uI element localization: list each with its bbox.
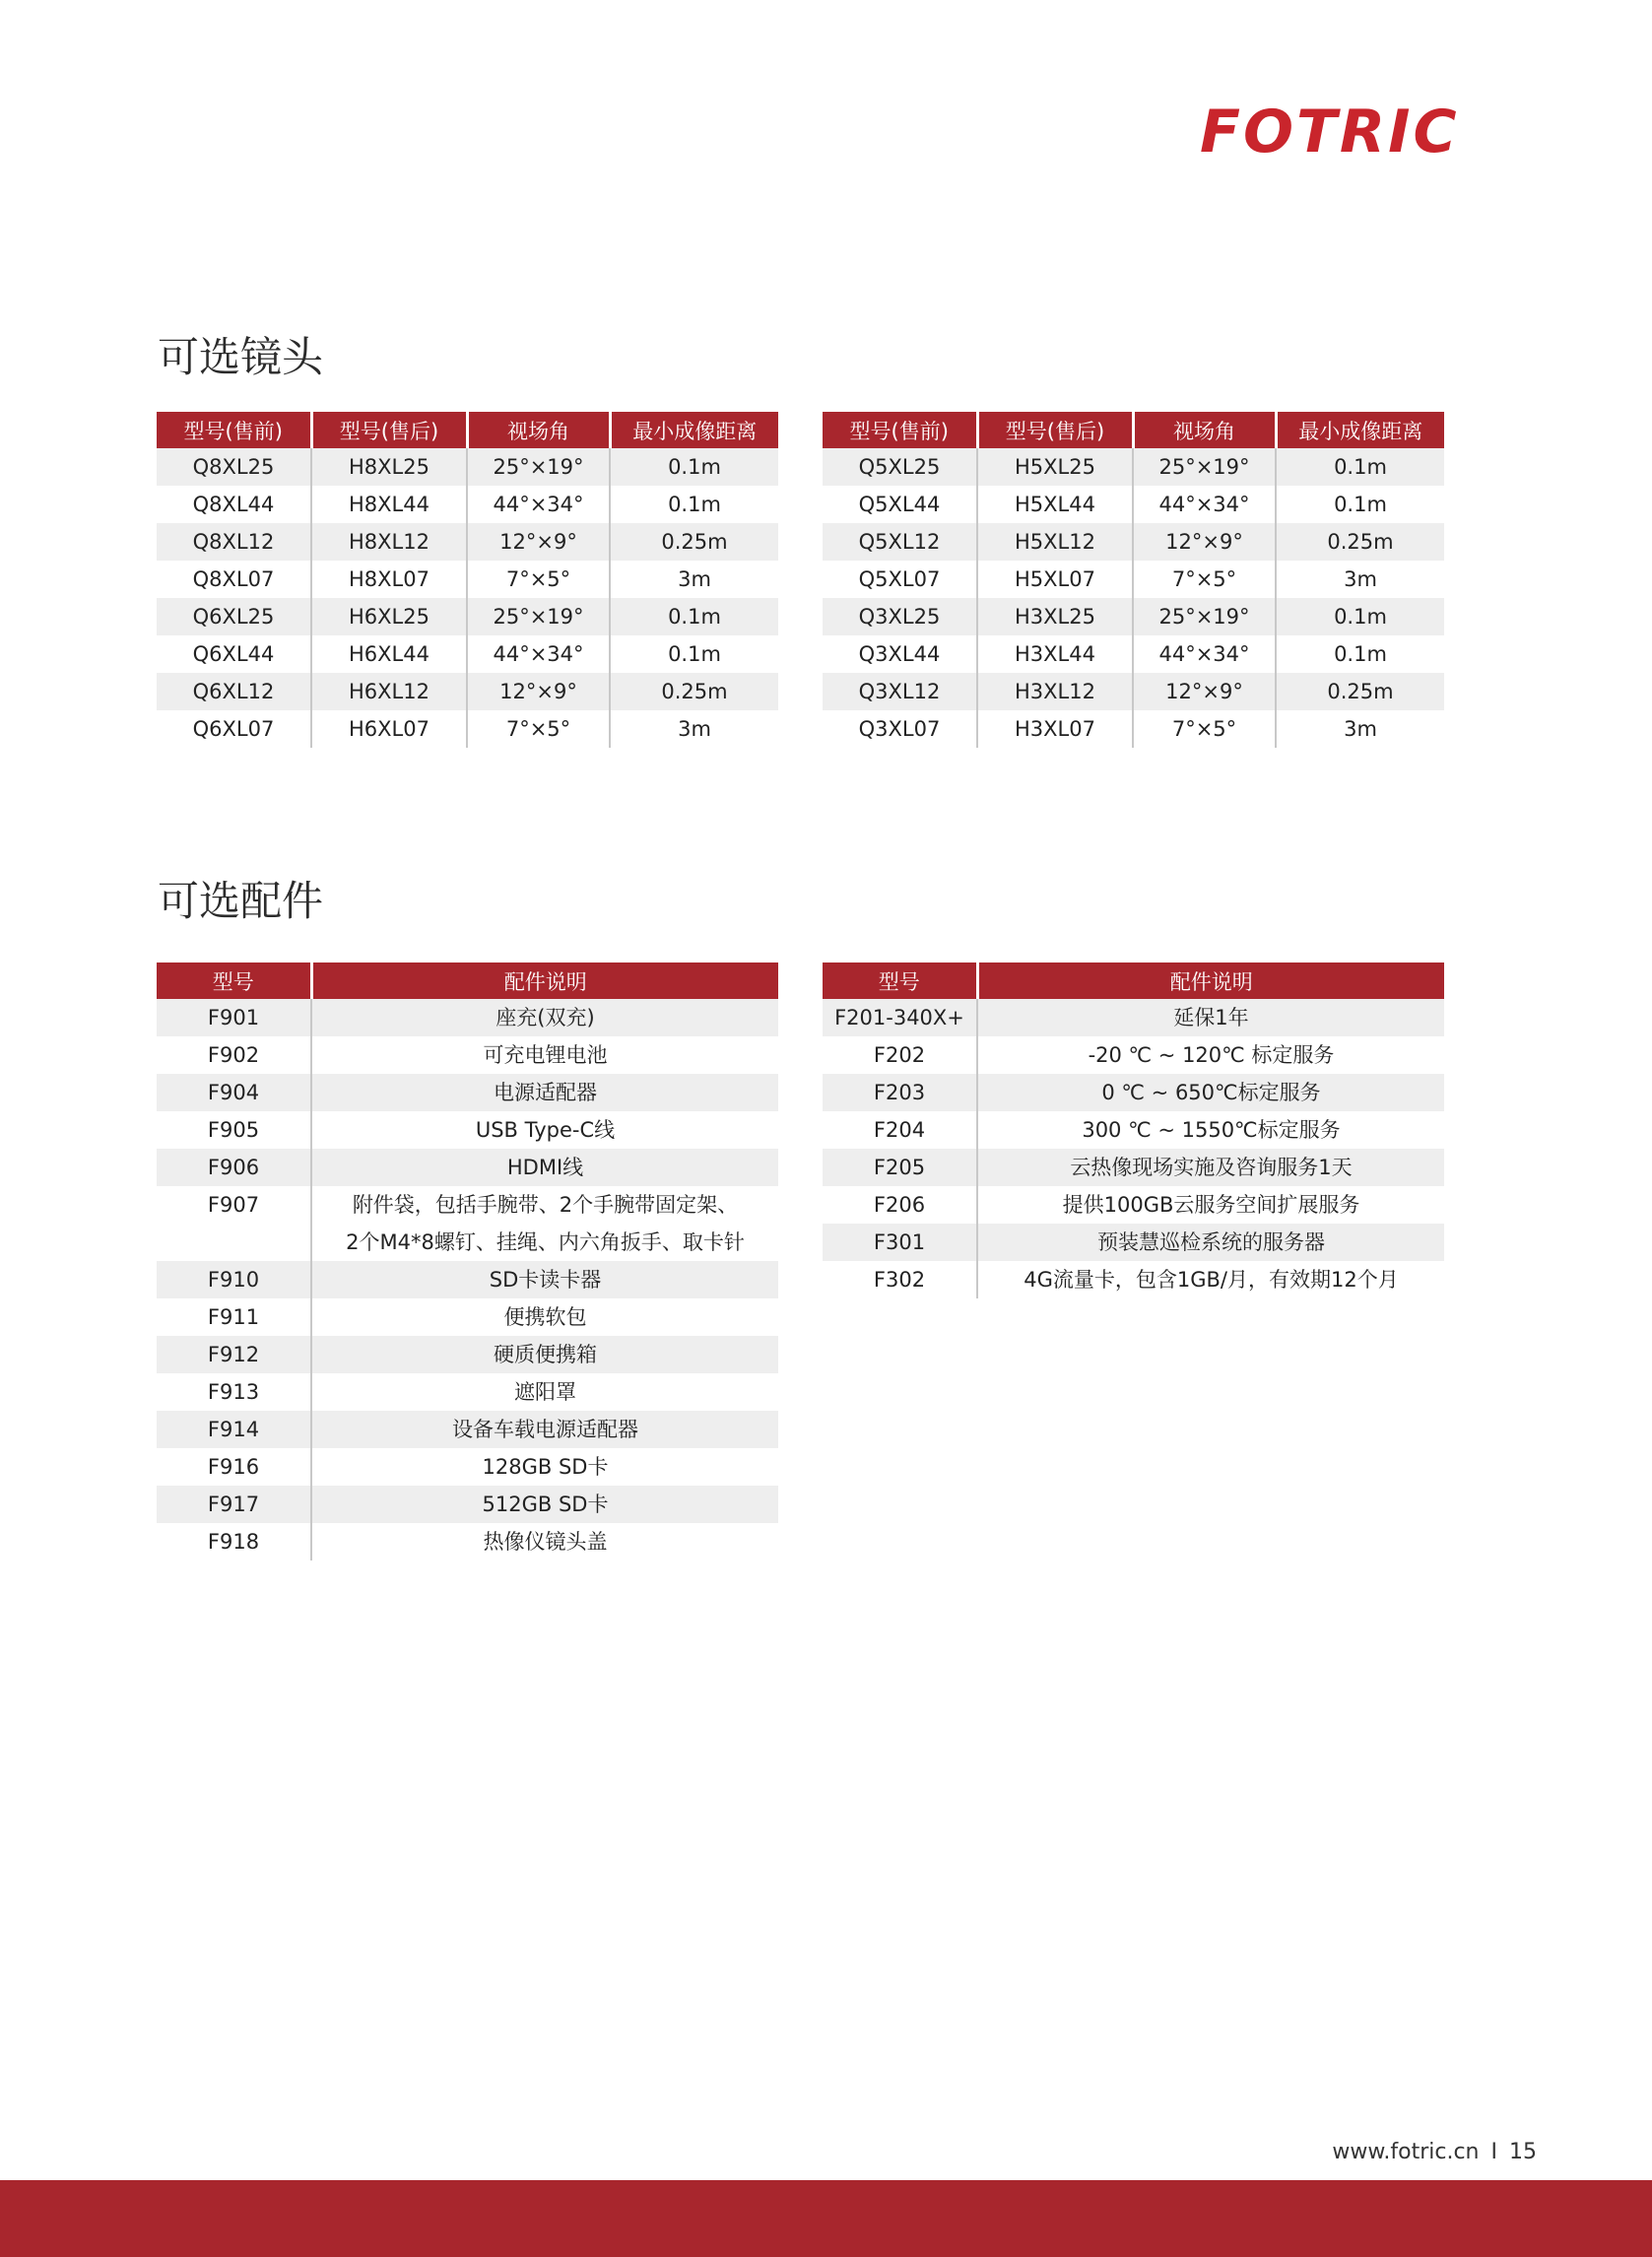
lens-cell: 0.1m — [610, 486, 778, 523]
table-row — [823, 1111, 1444, 1149]
lens-cell: 25°×19° — [1133, 598, 1276, 635]
accessory-cell: 提供100GB云服务空间扩展服务 — [977, 1186, 1444, 1224]
table-row — [823, 710, 1444, 748]
accessory-cell: F205 — [823, 1149, 977, 1186]
lens-cell: 0.25m — [1276, 523, 1444, 561]
table-row — [157, 1036, 778, 1074]
table-row — [157, 635, 778, 673]
accessory-cell: SD卡读卡器 — [311, 1261, 778, 1298]
page-number: 15 — [1509, 2140, 1537, 2164]
accessory-table-left — [157, 963, 778, 1560]
accessory-cell: HDMI线 — [311, 1149, 778, 1186]
lens-cell: 7°×5° — [467, 561, 610, 598]
table-row — [823, 561, 1444, 598]
accessory-cell: 硬质便携箱 — [311, 1336, 778, 1373]
table-row — [823, 999, 1444, 1036]
lens-cell: H3XL07 — [977, 710, 1133, 748]
lens-cell: Q3XL44 — [823, 635, 977, 673]
lens-cell: 7°×5° — [467, 710, 610, 748]
table-row — [823, 1186, 1444, 1224]
lens-cell: 0.1m — [1276, 598, 1444, 635]
lens-cell: Q8XL44 — [157, 486, 311, 523]
table-row — [823, 448, 1444, 486]
table-row — [823, 598, 1444, 635]
accessory-cell: 128GB SD卡 — [311, 1448, 778, 1486]
lens-cell: H3XL44 — [977, 635, 1133, 673]
table-row — [157, 673, 778, 710]
fotric-logo: FOTRIC — [1200, 98, 1460, 166]
lens-cell: Q6XL44 — [157, 635, 311, 673]
accessory-table-header — [157, 963, 778, 999]
lens-header-cell: 型号(售后) — [977, 412, 1133, 448]
lens-table-header — [157, 412, 778, 448]
lens-cell: 3m — [610, 710, 778, 748]
table-row — [157, 1298, 778, 1336]
lens-cell: Q8XL25 — [157, 448, 311, 486]
accessory-cell: F906 — [157, 1149, 311, 1186]
accessory-cell: 设备车载电源适配器 — [311, 1411, 778, 1448]
accessory-cell: 附件袋，包括手腕带、2个手腕带固定架、 2个M4*8螺钉、挂绳、内六角扳手、取卡针 — [311, 1186, 778, 1261]
table-row — [157, 1149, 778, 1186]
accessory-cell: F916 — [157, 1448, 311, 1486]
lens-cell: Q6XL07 — [157, 710, 311, 748]
accessory-cell: 300 ℃ ~ 1550℃标定服务 — [977, 1111, 1444, 1149]
accessory-header-cell: 配件说明 — [977, 963, 1444, 999]
lens-cell: Q8XL12 — [157, 523, 311, 561]
lens-cell: H8XL44 — [311, 486, 467, 523]
lens-cell: 12°×9° — [467, 523, 610, 561]
accessory-cell: 可充电锂电池 — [311, 1036, 778, 1074]
lens-cell: 0.1m — [1276, 635, 1444, 673]
lens-cell: 3m — [1276, 561, 1444, 598]
lens-cell: H8XL07 — [311, 561, 467, 598]
lens-header-cell: 最小成像距离 — [610, 412, 778, 448]
lens-cell: 12°×9° — [467, 673, 610, 710]
accessory-cell: F202 — [823, 1036, 977, 1074]
accessory-cell: F902 — [157, 1036, 311, 1074]
table-row — [157, 1411, 778, 1448]
lens-cell: 25°×19° — [1133, 448, 1276, 486]
lens-cell: H5XL44 — [977, 486, 1133, 523]
accessory-cell: 云热像现场实施及咨询服务1天 — [977, 1149, 1444, 1186]
accessory-cell: F911 — [157, 1298, 311, 1336]
lens-cell: H3XL12 — [977, 673, 1133, 710]
table-row — [157, 598, 778, 635]
table-row — [157, 561, 778, 598]
lens-cell: 25°×19° — [467, 598, 610, 635]
lens-cell: 3m — [1276, 710, 1444, 748]
accessory-cell: F302 — [823, 1261, 977, 1298]
accessory-cell: 4G流量卡，包含1GB/月，有效期12个月 — [977, 1261, 1444, 1298]
table-row — [157, 1186, 778, 1261]
table-row — [823, 1149, 1444, 1186]
lens-cell: 0.25m — [610, 523, 778, 561]
accessory-cell: F904 — [157, 1074, 311, 1111]
footer-url[interactable]: www.fotric.cn — [1332, 2140, 1480, 2164]
lens-cell: 0.1m — [1276, 448, 1444, 486]
accessory-cell: F204 — [823, 1111, 977, 1149]
lens-cell: Q3XL12 — [823, 673, 977, 710]
lens-header-cell: 视场角 — [467, 412, 610, 448]
accessory-cell: -20 ℃ ~ 120℃ 标定服务 — [977, 1036, 1444, 1074]
table-row — [157, 1111, 778, 1149]
lens-cell: 0.1m — [610, 598, 778, 635]
footer-separator: I — [1490, 2140, 1497, 2164]
accessory-cell: F301 — [823, 1224, 977, 1261]
table-row — [157, 1074, 778, 1111]
lens-cell: 44°×34° — [1133, 486, 1276, 523]
accessory-cell: 0 ℃ ~ 650℃标定服务 — [977, 1074, 1444, 1111]
table-row — [157, 1336, 778, 1373]
accessory-cell: 座充(双充) — [311, 999, 778, 1036]
lens-table-right — [823, 412, 1444, 748]
accessory-cell: F905 — [157, 1111, 311, 1149]
accessory-header-cell: 配件说明 — [311, 963, 778, 999]
lens-cell: 0.1m — [610, 635, 778, 673]
lens-table-left — [157, 412, 778, 748]
table-row — [823, 1036, 1444, 1074]
table-row — [823, 1261, 1444, 1298]
accessory-cell: 电源适配器 — [311, 1074, 778, 1111]
accessory-header-cell: 型号 — [823, 963, 977, 999]
table-row — [823, 523, 1444, 561]
accessory-table-right — [823, 963, 1444, 1298]
lens-cell: 3m — [610, 561, 778, 598]
accessory-cell: 遮阳罩 — [311, 1373, 778, 1411]
footer-info — [1332, 2140, 1537, 2164]
accessory-cell: F914 — [157, 1411, 311, 1448]
lens-cell: 0.25m — [610, 673, 778, 710]
lens-cell: Q6XL12 — [157, 673, 311, 710]
accessory-cell: F201-340X+ — [823, 999, 977, 1036]
lens-cell: Q5XL25 — [823, 448, 977, 486]
lens-cell: 12°×9° — [1133, 523, 1276, 561]
lens-cell: 7°×5° — [1133, 710, 1276, 748]
table-row — [157, 448, 778, 486]
accessory-header-cell: 型号 — [157, 963, 311, 999]
table-row — [157, 1486, 778, 1523]
lens-cell: H3XL25 — [977, 598, 1133, 635]
accessory-cell: F907 — [157, 1186, 311, 1261]
lens-header-cell: 型号(售后) — [311, 412, 467, 448]
lens-cell: 44°×34° — [467, 635, 610, 673]
lens-cell: 44°×34° — [467, 486, 610, 523]
accessory-cell: 热像仪镜头盖 — [311, 1523, 778, 1560]
lens-cell: H6XL12 — [311, 673, 467, 710]
lens-cell: H5XL12 — [977, 523, 1133, 561]
lens-header-cell: 最小成像距离 — [1276, 412, 1444, 448]
table-row — [823, 486, 1444, 523]
footer-bar — [0, 2180, 1652, 2257]
lens-cell: H6XL44 — [311, 635, 467, 673]
lens-cell: 0.25m — [1276, 673, 1444, 710]
accessory-cell: USB Type-C线 — [311, 1111, 778, 1149]
lens-cell: 7°×5° — [1133, 561, 1276, 598]
table-row — [823, 673, 1444, 710]
table-row — [157, 1523, 778, 1560]
lens-cell: 12°×9° — [1133, 673, 1276, 710]
lens-header-cell: 型号(售前) — [157, 412, 311, 448]
lens-table-header — [823, 412, 1444, 448]
lens-cell: Q6XL25 — [157, 598, 311, 635]
accessory-cell: F910 — [157, 1261, 311, 1298]
accessory-cell: F206 — [823, 1186, 977, 1224]
accessory-cell: 预装慧巡检系统的服务器 — [977, 1224, 1444, 1261]
lens-cell: H6XL25 — [311, 598, 467, 635]
lens-header-cell: 视场角 — [1133, 412, 1276, 448]
lens-cell: 25°×19° — [467, 448, 610, 486]
lens-cell: H5XL07 — [977, 561, 1133, 598]
table-row — [823, 1074, 1444, 1111]
lens-cell: Q3XL07 — [823, 710, 977, 748]
accessory-cell: F918 — [157, 1523, 311, 1560]
lens-section-title: 可选镜头 — [158, 333, 324, 381]
accessory-cell: F901 — [157, 999, 311, 1036]
lens-cell: Q5XL12 — [823, 523, 977, 561]
lens-cell: Q3XL25 — [823, 598, 977, 635]
table-row — [157, 523, 778, 561]
table-row — [823, 1224, 1444, 1261]
accessory-cell: F913 — [157, 1373, 311, 1411]
lens-cell: 0.1m — [610, 448, 778, 486]
lens-cell: H8XL12 — [311, 523, 467, 561]
accessory-table-header — [823, 963, 1444, 999]
accessory-section-title: 可选配件 — [158, 877, 324, 925]
table-row — [157, 1448, 778, 1486]
table-row — [157, 999, 778, 1036]
accessory-cell: F912 — [157, 1336, 311, 1373]
lens-header-cell: 型号(售前) — [823, 412, 977, 448]
lens-cell: H5XL25 — [977, 448, 1133, 486]
table-row — [157, 1373, 778, 1411]
lens-cell: 44°×34° — [1133, 635, 1276, 673]
lens-cell: H8XL25 — [311, 448, 467, 486]
accessory-cell: 延保1年 — [977, 999, 1444, 1036]
lens-cell: Q5XL07 — [823, 561, 977, 598]
accessory-cell: 512GB SD卡 — [311, 1486, 778, 1523]
lens-cell: Q8XL07 — [157, 561, 311, 598]
lens-cell: Q5XL44 — [823, 486, 977, 523]
accessory-cell: F917 — [157, 1486, 311, 1523]
lens-cell: H6XL07 — [311, 710, 467, 748]
accessory-cell: F203 — [823, 1074, 977, 1111]
table-row — [823, 635, 1444, 673]
accessory-cell: 便携软包 — [311, 1298, 778, 1336]
table-row — [157, 710, 778, 748]
lens-cell: 0.1m — [1276, 486, 1444, 523]
table-row — [157, 1261, 778, 1298]
table-row — [157, 486, 778, 523]
